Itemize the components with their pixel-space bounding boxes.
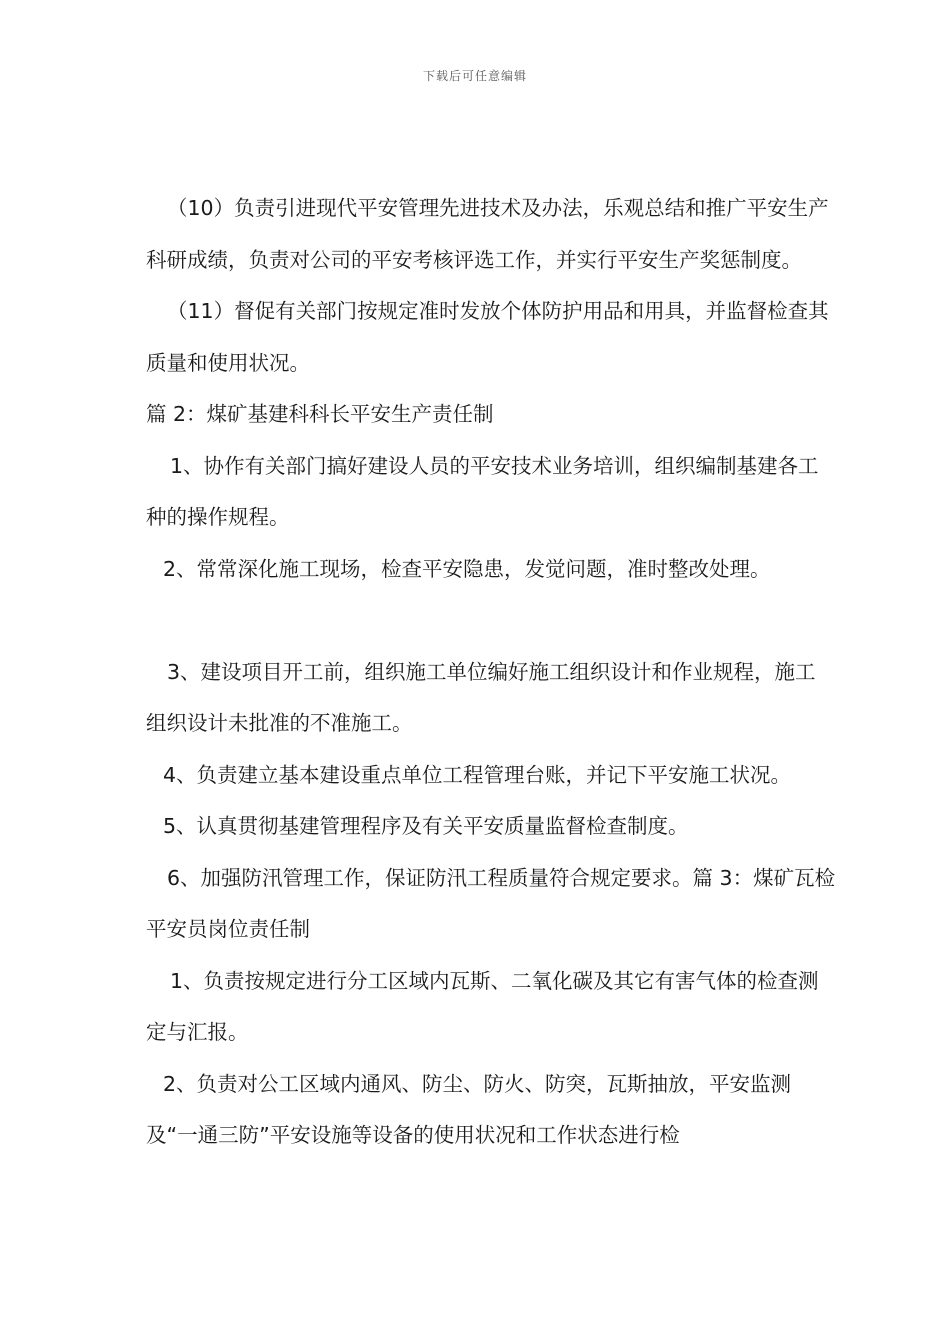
paragraph-s2-5: 5、认真贯彻基建管理程序及有关平安质量监督检查制度。 xyxy=(163,814,689,838)
paragraph-s3-1: 1、负责按规定进行分工区域内瓦斯、二氧化碳及其它有害气体的检查测定与汇报。 xyxy=(146,968,819,1044)
paragraph-s3-2: 2、负责对公工区域内通风、防尘、防火、防突，瓦斯抽放，平安监测及“一通三防”平安设施等设备的使用状况和工作状态进行检 xyxy=(146,1071,792,1147)
paragraph-s2-2: 2、常常深化施工现场，检查平安隐患，发觉问题，准时整改处理。 xyxy=(163,556,771,581)
paragraph-s2-1: 1、协作有关部门搞好建设人员的平安技术业务培训，组织编制基建各工种的操作规程。 xyxy=(146,453,819,529)
paragraph-s2-6: 6、加强防汛管理工作，保证防汛工程质量符合规定要求。篇 3：煤矿瓦检平安员岗位责任制 xyxy=(146,865,836,941)
document-body xyxy=(146,183,836,1162)
paragraph-s2-4: 4、负责建立基本建设重点单位工程管理台账，并记下平安施工状况。 xyxy=(163,762,792,787)
section-heading-2: 篇 2：煤矿基建科科长平安生产责任制 xyxy=(146,402,494,426)
paragraph-s2-3: 3、建设项目开工前，组织施工单位编好施工组织设计和作业规程，施工组织设计未批准的不准施工。 xyxy=(146,659,816,735)
paragraph-10: （10）负责引进现代平安管理先进技术及办法，乐观总结和推广平安生产科研成绩，负责对公司的平安考核评选工作，并实行平安生产奖惩制度。 xyxy=(146,196,829,272)
page-header: 下载后可任意编辑 xyxy=(422,69,527,83)
paragraph-11: （11）督促有关部门按规定准时发放个体防护用品和用具，并监督检查其质量和使用状况。 xyxy=(146,299,829,375)
